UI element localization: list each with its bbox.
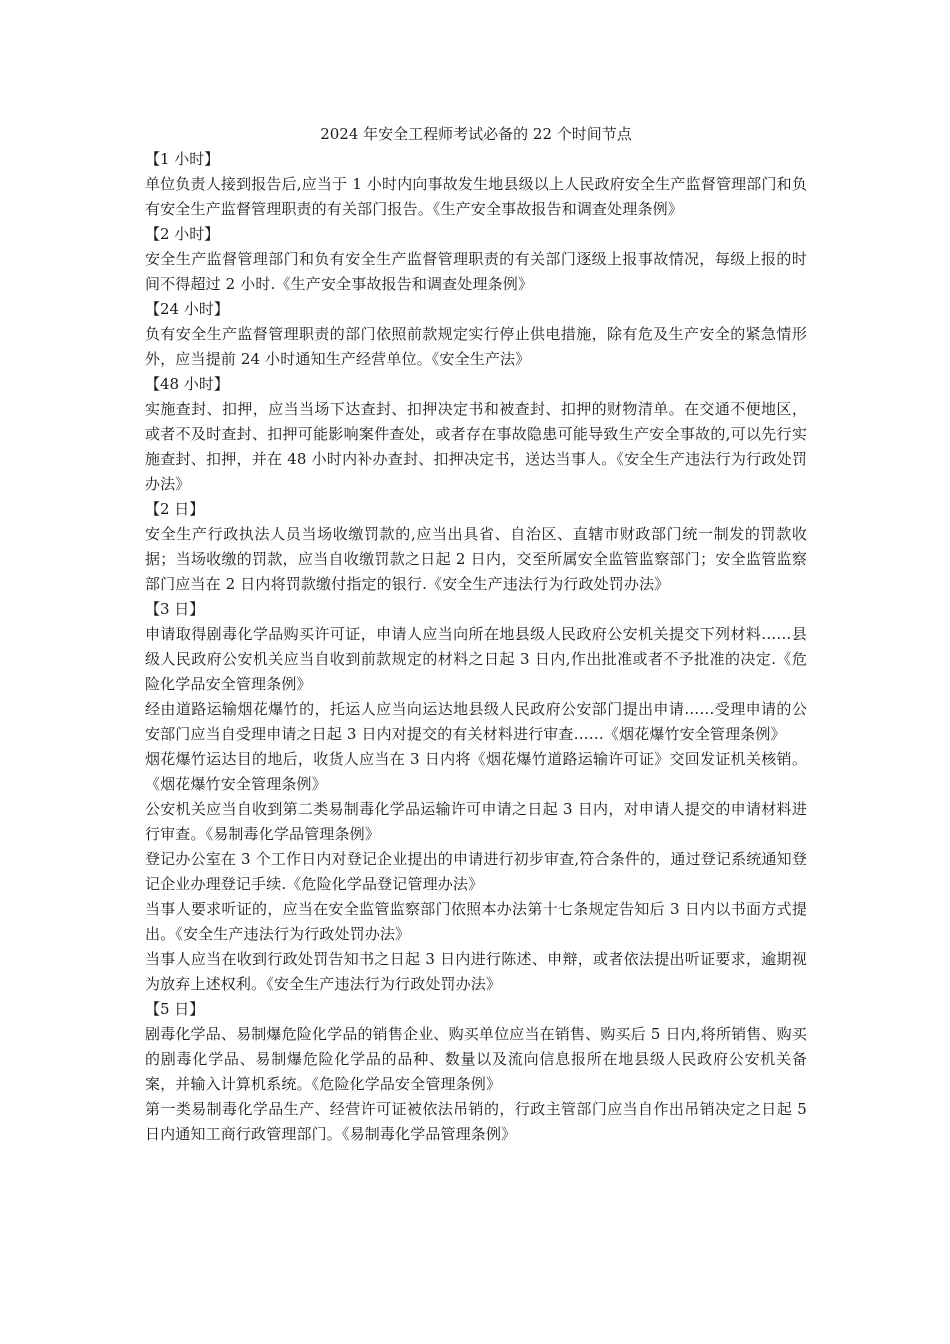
section-heading: 【1 小时】 [145,150,220,168]
section-paragraph: 实施查封、扣押，应当当场下达查封、扣押决定书和被查封、扣押的财物清单。在交通不便地区，或者不及时查封、扣押可能影响案件查处，或者存在事故隐患可能导致生产安全事故的,可以先行实施查封、扣押，并在 48 小时内补办查封、扣押决定书，送达当事人。《安全生产违法行为行政处罚办法》 [145,400,807,493]
document-page [145,122,807,1147]
section-paragraph: 安全生产行政执法人员当场收缴罚款的,应当出具省、自治区、直辖市财政部门统一制发的罚款收据；当场收缴的罚款，应当自收缴罚款之日起 2 日内，交至所属安全监管监察部门；安全监管监察部门应当在 2 日内将罚款缴付指定的银行.《安全生产违法行为行政处罚办法》 [145,525,807,593]
section-paragraph: 申请取得剧毒化学品购买许可证，申请人应当向所在地县级人民政府公安机关提交下列材料……县级人民政府公安机关应当自收到前款规定的材料之日起 3 日内,作出批准或者不予批准的决定.《危险化学品安全管理条例》 [145,625,807,693]
section-paragraph: 第一类易制毒化学品生产、经营许可证被依法吊销的，行政主管部门应当自作出吊销决定之日起 5 日内通知工商行政管理部门。《易制毒化学品管理条例》 [145,1100,807,1143]
section-paragraph: 当事人应当在收到行政处罚告知书之日起 3 日内进行陈述、申辩，或者依法提出听证要求，逾期视为放弃上述权利。《安全生产违法行为行政处罚办法》 [145,950,807,993]
section-5-days [145,997,807,1147]
section-paragraph: 剧毒化学品、易制爆危险化学品的销售企业、购买单位应当在销售、购买后 5 日内,将所销售、购买的剧毒化学品、易制爆危险化学品的品种、数量以及流向信息报所在地县级人民政府公安机关备案，并输入计算机系统。《危险化学品安全管理条例》 [145,1025,807,1093]
section-heading: 【5 日】 [145,1000,205,1018]
section-paragraph: 经由道路运输烟花爆竹的，托运人应当向运达地县级人民政府公安部门提出申请……受理申请的公安部门应当自受理申请之日起 3 日内对提交的有关材料进行审查……《烟花爆竹安全管理条例》 [145,700,807,743]
section-paragraph: 当事人要求听证的，应当在安全监管监察部门依照本办法第十七条规定告知后 3 日内以书面方式提出。《安全生产违法行为行政处罚办法》 [145,900,807,943]
section-3-days [145,597,807,997]
section-2-hours [145,222,807,297]
document-title: 2024 年安全工程师考试必备的 22 个时间节点 [320,125,632,143]
section-paragraph: 安全生产监督管理部门和负有安全生产监督管理职责的有关部门逐级上报事故情况，每级上报的时间不得超过 2 小时.《生产安全事故报告和调查处理条例》 [145,250,807,293]
section-paragraph: 负有安全生产监督管理职责的部门依照前款规定实行停止供电措施，除有危及生产安全的紧急情形外，应当提前 24 小时通知生产经营单位。《安全生产法》 [145,325,807,368]
section-paragraph: 登记办公室在 3 个工作日内对登记企业提出的申请进行初步审查,符合条件的，通过登记系统通知登记企业办理登记手续.《危险化学品登记管理办法》 [145,850,807,893]
section-paragraph: 烟花爆竹运达目的地后，收货人应当在 3 日内将《烟花爆竹道路运输许可证》交回发证机关核销。《烟花爆竹安全管理条例》 [145,750,807,793]
section-48-hours [145,372,807,497]
section-paragraph: 公安机关应当自收到第二类易制毒化学品运输许可申请之日起 3 日内，对申请人提交的申请材料进行审查。《易制毒化学品管理条例》 [145,800,807,843]
section-heading: 【24 小时】 [145,300,229,318]
section-heading: 【48 小时】 [145,375,229,393]
section-2-days [145,497,807,597]
section-heading: 【2 小时】 [145,225,220,243]
section-1-hour [145,147,807,222]
section-heading: 【2 日】 [145,500,205,518]
section-heading: 【3 日】 [145,600,205,618]
section-paragraph: 单位负责人接到报告后,应当于 1 小时内向事故发生地县级以上人民政府安全生产监督管理部门和负有安全生产监督管理职责的有关部门报告。《生产安全事故报告和调查处理条例》 [145,175,807,218]
section-24-hours [145,297,807,372]
